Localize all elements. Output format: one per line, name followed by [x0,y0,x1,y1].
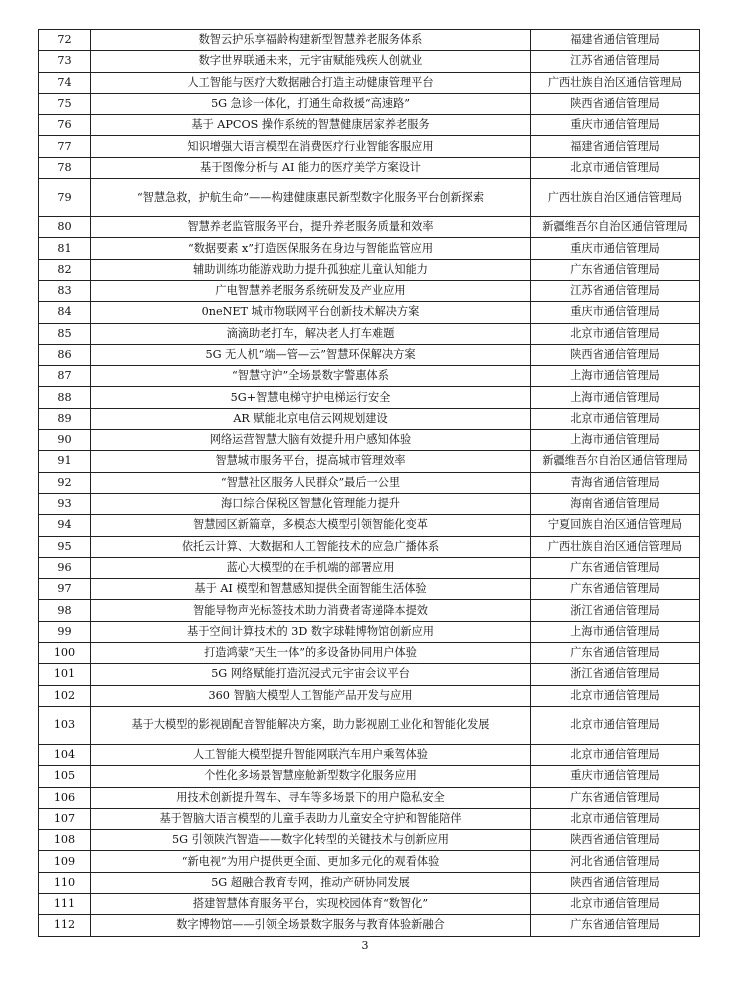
table-row [39,72,700,93]
table-row [39,157,700,178]
row-number-cell: 74 [39,72,91,93]
organization-cell: 北京市通信管理局 [531,323,700,344]
table-row [39,451,700,472]
project-name-cell: 智慧园区新篇章，多模态大模型引领智能化变革 [91,515,531,536]
row-number-cell: 98 [39,600,91,621]
project-name-cell: 个性化多场景智慧座舱新型数字化服务应用 [91,766,531,787]
project-name-cell: 5G 急诊一体化，打通生命救援“高速路” [91,93,531,114]
table-row [39,664,700,685]
table-body [39,30,700,937]
project-name-cell: 网络运营智慧大脑有效提升用户感知体验 [91,430,531,451]
organization-cell: 广西壮族自治区通信管理局 [531,179,700,217]
table-row [39,430,700,451]
row-number-cell: 82 [39,259,91,280]
row-number-cell: 81 [39,238,91,259]
table-row [39,238,700,259]
project-name-cell: 基于 AI 模型和智慧感知提供全面智能生活体验 [91,579,531,600]
table-row [39,766,700,787]
organization-cell: 宁夏回族自治区通信管理局 [531,515,700,536]
table-row [39,893,700,914]
row-number-cell: 84 [39,302,91,323]
table-row [39,323,700,344]
project-name-cell: 滴滴助老打车，解决老人打车难题 [91,323,531,344]
project-name-cell: 知识增强大语言模型在消费医疗行业智能客服应用 [91,136,531,157]
organization-cell: 上海市通信管理局 [531,430,700,451]
organization-cell: 广东省通信管理局 [531,259,700,280]
organization-cell: 广东省通信管理局 [531,643,700,664]
project-name-cell: 打造鸿蒙“天生一体”的多设备协同用户体验 [91,643,531,664]
organization-cell: 广东省通信管理局 [531,915,700,936]
table-row [39,830,700,851]
project-name-cell: 基于图像分析与 AI 能力的医疗美学方案设计 [91,157,531,178]
row-number-cell: 90 [39,430,91,451]
row-number-cell: 75 [39,93,91,114]
organization-cell: 北京市通信管理局 [531,808,700,829]
organization-cell: 江苏省通信管理局 [531,280,700,301]
table-row [39,93,700,114]
row-number-cell: 100 [39,643,91,664]
organization-cell: 福建省通信管理局 [531,136,700,157]
organization-cell: 陕西省通信管理局 [531,830,700,851]
project-name-cell: 基于 APCOS 操作系统的智慧健康居家养老服务 [91,115,531,136]
table-row [39,472,700,493]
organization-cell: 重庆市通信管理局 [531,238,700,259]
project-name-cell: 搭建智慧体育服务平台，实现校园体育“数智化” [91,893,531,914]
organization-cell: 广西壮族自治区通信管理局 [531,536,700,557]
row-number-cell: 91 [39,451,91,472]
project-name-cell: 360 智脑大模型人工智能产品开发与应用 [91,685,531,706]
table-row [39,808,700,829]
table-row [39,600,700,621]
project-name-cell: 蓝心大模型的在手机端的部署应用 [91,557,531,578]
row-number-cell: 96 [39,557,91,578]
organization-cell: 新疆维吾尔自治区通信管理局 [531,217,700,238]
table-row [39,557,700,578]
project-name-cell: 0neNET 城市物联网平台创新技术解决方案 [91,302,531,323]
organization-cell: 上海市通信管理局 [531,366,700,387]
row-number-cell: 76 [39,115,91,136]
table-row [39,115,700,136]
row-number-cell: 79 [39,179,91,217]
row-number-cell: 73 [39,51,91,72]
row-number-cell: 89 [39,408,91,429]
project-name-cell: 基于智脑大语言模型的儿童手表助力儿童安全守护和智能陪伴 [91,808,531,829]
row-number-cell: 94 [39,515,91,536]
project-name-cell: 辅助训练功能游戏助力提升孤独症儿童认知能力 [91,259,531,280]
organization-cell: 陕西省通信管理局 [531,872,700,893]
organization-cell: 上海市通信管理局 [531,387,700,408]
project-name-cell: 数字世界联通未来，元宇宙赋能残疾人创就业 [91,51,531,72]
organization-cell: 北京市通信管理局 [531,744,700,765]
row-number-cell: 106 [39,787,91,808]
organization-cell: 广西壮族自治区通信管理局 [531,72,700,93]
organization-cell: 河北省通信管理局 [531,851,700,872]
organization-cell: 北京市通信管理局 [531,893,700,914]
table-row [39,706,700,744]
table-row [39,217,700,238]
organization-cell: 广东省通信管理局 [531,557,700,578]
table-row [39,579,700,600]
row-number-cell: 103 [39,706,91,744]
project-name-cell: “智慧守沪”全场景数字警惠体系 [91,366,531,387]
organization-cell: 重庆市通信管理局 [531,766,700,787]
row-number-cell: 88 [39,387,91,408]
row-number-cell: 102 [39,685,91,706]
project-name-cell: 基于大模型的影视剧配音智能解决方案，助力影视剧工业化和智能化发展 [91,706,531,744]
row-number-cell: 107 [39,808,91,829]
project-name-cell: “智慧社区服务人民群众”最后一公里 [91,472,531,493]
table-row [39,30,700,51]
table-row [39,259,700,280]
organization-cell: 浙江省通信管理局 [531,600,700,621]
table-row [39,915,700,936]
project-name-cell: 用技术创新提升驾车、寻车等多场景下的用户隐私安全 [91,787,531,808]
project-name-cell: 智慧城市服务平台，提高城市管理效率 [91,451,531,472]
organization-cell: 重庆市通信管理局 [531,115,700,136]
project-name-cell: 依托云计算、大数据和人工智能技术的应急广播体系 [91,536,531,557]
row-number-cell: 111 [39,893,91,914]
table-row [39,366,700,387]
row-number-cell: 93 [39,493,91,514]
table-row [39,51,700,72]
row-number-cell: 80 [39,217,91,238]
row-number-cell: 95 [39,536,91,557]
project-name-cell: 智能导物声光标签技术助力消费者寄递降本提效 [91,600,531,621]
row-number-cell: 99 [39,621,91,642]
organization-cell: 北京市通信管理局 [531,157,700,178]
organization-cell: 北京市通信管理局 [531,706,700,744]
table-row [39,280,700,301]
row-number-cell: 109 [39,851,91,872]
project-name-cell: 数智云护乐享福龄构建新型智慧养老服务体系 [91,30,531,51]
row-number-cell: 108 [39,830,91,851]
table-row [39,493,700,514]
row-number-cell: 87 [39,366,91,387]
project-name-cell: 海口综合保税区智慧化管理能力提升 [91,493,531,514]
project-name-cell: AR 赋能北京电信云网规划建设 [91,408,531,429]
table-row [39,621,700,642]
table-row [39,136,700,157]
organization-cell: 广东省通信管理局 [531,787,700,808]
row-number-cell: 85 [39,323,91,344]
page-number: 3 [361,939,369,952]
row-number-cell: 92 [39,472,91,493]
row-number-cell: 104 [39,744,91,765]
table-row [39,344,700,365]
project-name-cell: 5G+智慧电梯守护电梯运行安全 [91,387,531,408]
project-name-cell: 广电智慧养老服务系统研发及产业应用 [91,280,531,301]
project-name-cell: 智慧养老监管服务平台，提升养老服务质量和效率 [91,217,531,238]
row-number-cell: 101 [39,664,91,685]
project-name-cell: “新电视”为用户提供更全面、更加多元化的观看体验 [91,851,531,872]
organization-cell: 陕西省通信管理局 [531,344,700,365]
project-name-cell: 5G 超融合教育专网，推动产研协同发展 [91,872,531,893]
table-row [39,872,700,893]
project-name-cell: 人工智能与医疗大数据融合打造主动健康管理平台 [91,72,531,93]
row-number-cell: 83 [39,280,91,301]
organization-cell: 北京市通信管理局 [531,408,700,429]
project-table [38,29,700,937]
organization-cell: 浙江省通信管理局 [531,664,700,685]
organization-cell: 广东省通信管理局 [531,579,700,600]
row-number-cell: 110 [39,872,91,893]
table-row [39,643,700,664]
table-row [39,787,700,808]
organization-cell: 江苏省通信管理局 [531,51,700,72]
project-name-cell: 数字博物馆——引领全场景数字服务与教育体验新融合 [91,915,531,936]
row-number-cell: 97 [39,579,91,600]
table-row [39,387,700,408]
row-number-cell: 112 [39,915,91,936]
project-name-cell: 基于空间计算技术的 3D 数字球鞋博物馆创新应用 [91,621,531,642]
organization-cell: 重庆市通信管理局 [531,302,700,323]
organization-cell: 新疆维吾尔自治区通信管理局 [531,451,700,472]
project-name-cell: “数据要素 x”打造医保服务在身边与智能监管应用 [91,238,531,259]
table-row [39,536,700,557]
table-row [39,302,700,323]
table-row [39,744,700,765]
organization-cell: 福建省通信管理局 [531,30,700,51]
project-name-cell: “智慧急救，护航生命”——构建健康惠民新型数字化服务平台创新探索 [91,179,531,217]
project-name-cell: 5G 无人机“端—管—云”智慧环保解决方案 [91,344,531,365]
table-row [39,408,700,429]
organization-cell: 上海市通信管理局 [531,621,700,642]
project-name-cell: 人工智能大模型提升智能网联汽车用户乘驾体验 [91,744,531,765]
project-name-cell: 5G 网络赋能打造沉浸式元宇宙会议平台 [91,664,531,685]
row-number-cell: 77 [39,136,91,157]
row-number-cell: 86 [39,344,91,365]
row-number-cell: 105 [39,766,91,787]
row-number-cell: 72 [39,30,91,51]
organization-cell: 陕西省通信管理局 [531,93,700,114]
project-name-cell: 5G 引领陕汽智造——数字化转型的关键技术与创新应用 [91,830,531,851]
table-row [39,851,700,872]
organization-cell: 青海省通信管理局 [531,472,700,493]
table-row [39,515,700,536]
organization-cell: 海南省通信管理局 [531,493,700,514]
table-row [39,685,700,706]
organization-cell: 北京市通信管理局 [531,685,700,706]
table-row [39,179,700,217]
row-number-cell: 78 [39,157,91,178]
